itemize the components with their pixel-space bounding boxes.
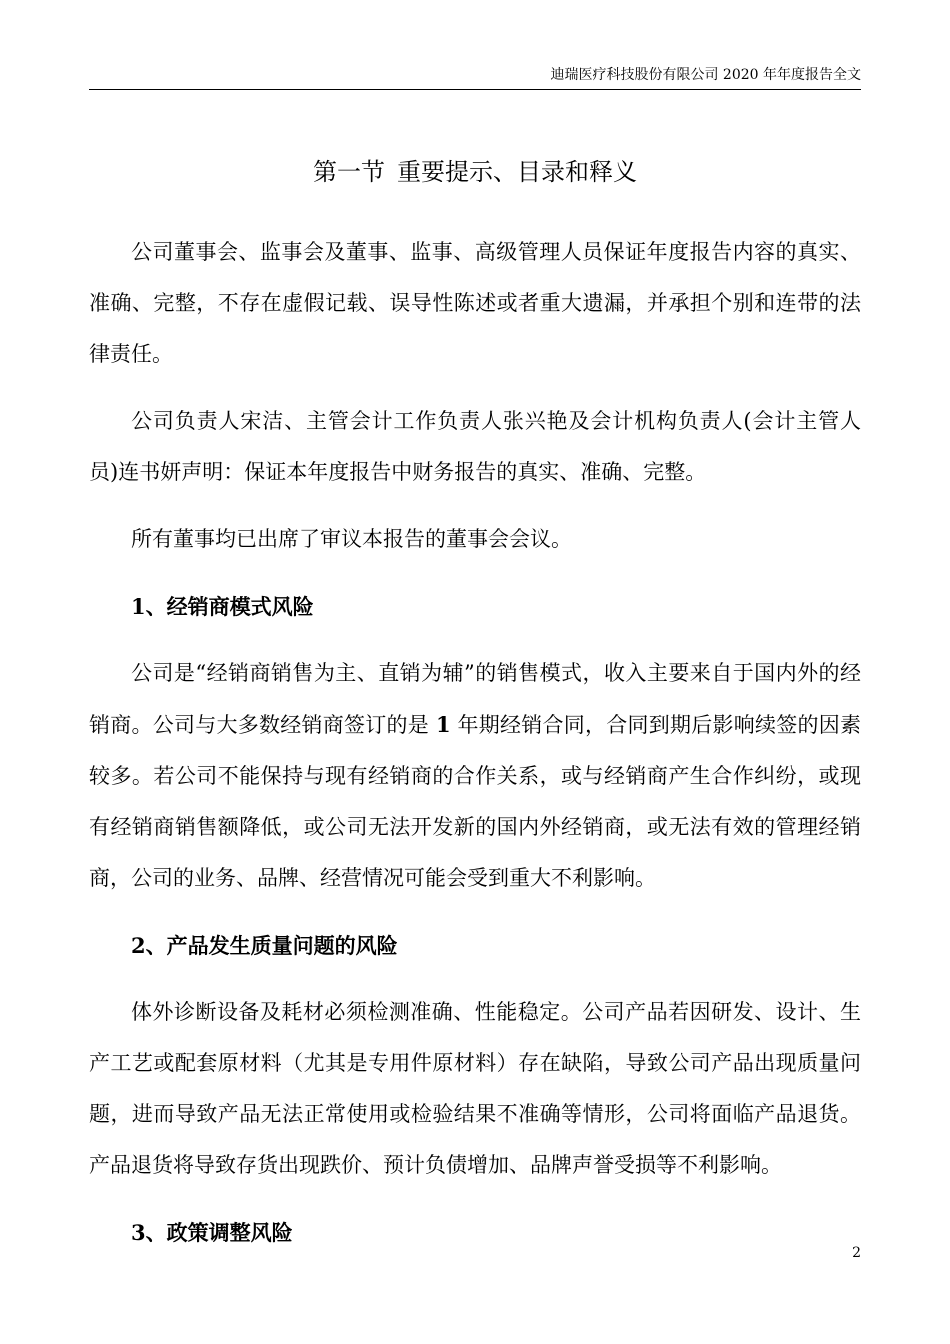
risk-heading-quality: 2、产品发生质量问题的风险 <box>131 933 398 958</box>
contract-term-number: 1 <box>435 712 451 737</box>
header-divider <box>89 89 861 90</box>
running-header: 迪瑞医疗科技股份有限公司 2020 年年度报告全文 <box>550 67 861 83</box>
document-body <box>89 227 861 1258</box>
responsible-persons-paragraph: 公司负责人宋洁、主管会计工作负责人张兴艳及会计机构负责人(会计主管人员)连书妍声明：保证本年度报告中财务报告的真实、准确、完整。 <box>89 409 861 484</box>
section-title <box>89 156 861 188</box>
risk-text-distributor <box>89 648 861 904</box>
section-number: 第一节 <box>313 158 385 186</box>
risk-heading-distributor: 1、经销商模式风险 <box>131 594 314 619</box>
attendance-paragraph: 所有董事均已出席了审议本报告的董事会会议。 <box>131 527 572 551</box>
risk-heading-policy: 3、政策调整风险 <box>131 1220 293 1245</box>
section-heading-text: 重要提示、目录和释义 <box>397 158 637 186</box>
page-number: 2 <box>852 1245 861 1261</box>
risk-text-distributor-part-a: 公司是“经销商销售为主、直销为辅”的销售模式，收入主要来自于国内外的经销商。公司与大多数经销商签订的是 <box>89 661 861 737</box>
risk-text-quality: 体外诊断设备及耗材必须检测准确、性能稳定。公司产品若因研发、设计、生产工艺或配套原材料（尤其是专用件原材料）存在缺陷，导致公司产品出现质量问题，进而导致产品无法正常使用或检验结果不准确等情形，公司将面临产品退货。产品退货将导致存货出现跌价、预计负债增加、品牌声誉受损等不利影响。 <box>89 1000 861 1177</box>
board-statement-paragraph: 公司董事会、监事会及董事、监事、高级管理人员保证年度报告内容的真实、准确、完整，不存在虚假记载、误导性陈述或者重大遗漏，并承担个别和连带的法律责任。 <box>89 240 861 366</box>
risk-text-distributor-part-b: 年期经销合同，合同到期后影响续签的因素较多。若公司不能保持与现有经销商的合作关系，或与经销商产生合作纠纷，或现有经销商销售额降低，或公司无法开发新的国内外经销商，或无法有效的管理经销商，公司的业务、品牌、经营情况可能会受到重大不利影响。 <box>89 713 861 890</box>
